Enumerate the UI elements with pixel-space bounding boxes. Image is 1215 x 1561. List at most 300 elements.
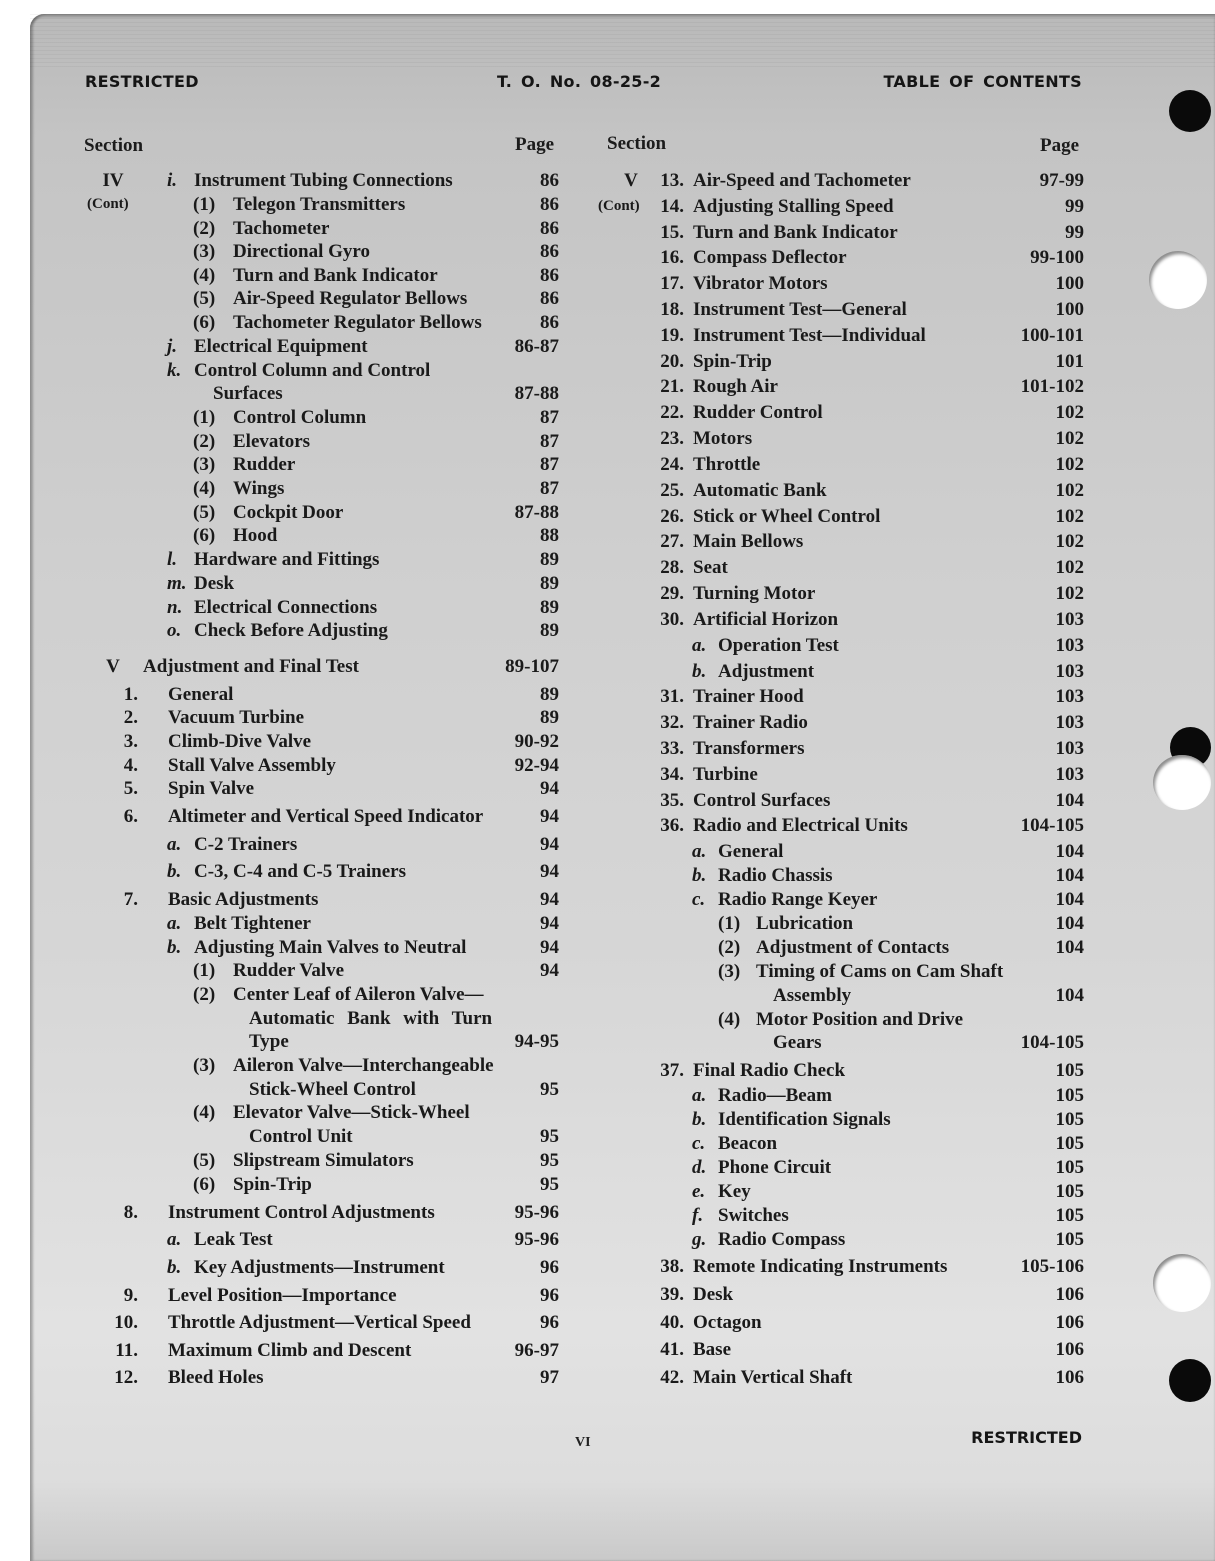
entry-page-number: 92-94 [514,755,559,776]
entry-marker: 39. [660,1284,684,1305]
entry-marker: a. [167,834,182,855]
entry-title: Electrical Connections [194,597,378,618]
entry-title: Rudder Valve [233,960,345,981]
entry-title: Leak Test [194,1229,273,1250]
entry-page-number: 103 [1055,609,1084,630]
entry-page-number: 95-96 [514,1202,559,1223]
entry-title: C-2 Trainers [194,834,298,855]
entry-title: C-3, C-4 and C-5 Trainers [194,861,406,882]
entry-page-number: 102 [1055,557,1084,578]
toc-entry [0,428,1215,452]
toc-entry [0,661,1215,685]
entry-page-number: 100-101 [1020,325,1084,346]
entry-marker: (1) [193,407,216,428]
toc-entry [0,1032,1215,1056]
entry-title: Lubrication [756,913,854,934]
entry-title: Motors [693,428,753,449]
entry-title: Adjustment [718,661,815,682]
entry-marker: (1) [193,960,216,981]
entry-marker: 41. [660,1339,684,1360]
entry-title: Turbine [693,764,758,785]
entry-title: Final Radio Check [693,1060,846,1081]
section-numeral: V [624,170,638,191]
toc-entry [0,222,1215,246]
entry-marker: 18. [660,299,684,320]
toc-entry [0,531,1215,555]
entry-title: Belt Tightener [194,913,311,934]
entry-title: Control Surfaces [693,790,831,811]
entry-title: Stall Valve Assembly [168,755,336,776]
toc-entry [0,985,1215,1009]
entry-title: Phone Circuit [718,1157,832,1178]
toc-entry [0,635,1215,659]
toc-entry [0,1229,1215,1253]
entry-page-number: 97-99 [1039,170,1084,191]
entry-marker: 15. [660,222,684,243]
entry-title: Turn and Bank Indicator [693,222,898,243]
entry-marker: (6) [193,1174,216,1195]
entry-title: Air-Speed and Tachometer [693,170,911,191]
entry-page-number: 89 [540,573,559,594]
entry-title: Automatic Bank with Turn [249,1008,493,1029]
toc-entry [0,961,1215,985]
left-section-label: Section [84,135,144,156]
entry-page-number: 106 [1055,1312,1084,1333]
toc-entry [0,865,1215,889]
entry-page-number: 105 [1055,1133,1084,1154]
entry-marker: 6. [123,806,138,827]
entry-title: Throttle Adjustment—Vertical Speed [168,1312,471,1333]
page-number: VI [575,1435,591,1450]
binder-hole-icon [1169,1359,1211,1402]
entry-page-number: 99-100 [1030,247,1084,268]
entry-title: Control Column [233,407,367,428]
entry-title: Turn and Bank Indicator [233,265,438,286]
entry-title: Air-Speed Regulator Bellows [233,288,468,309]
entry-title: Artificial Horizon [693,609,839,630]
entry-marker: c. [692,889,706,910]
toc-entry [0,913,1215,937]
toc-entry [0,1157,1215,1181]
entry-page-number: 94-95 [514,1031,559,1052]
entry-title: Spin-Trip [693,351,772,372]
entry-page-number: 96-97 [514,1340,559,1361]
header-classification: RESTRICTED [85,72,199,91]
entry-marker: 25. [660,480,684,501]
entry-marker: 20. [660,351,684,372]
entry-page-number: 86 [540,312,559,333]
entry-marker: b. [692,865,707,886]
entry-title: Type [249,1031,289,1052]
entry-page-number: 104 [1055,841,1084,862]
entry-title: Operation Test [718,635,839,656]
entry-page-number: 95 [540,1079,559,1100]
entry-title: Assembly [773,985,852,1006]
toc-entry [0,196,1215,220]
entry-marker: 33. [660,738,684,759]
toc-entry [0,1312,1215,1336]
entry-title: Trainer Radio [693,712,808,733]
entry-page-number: 104-105 [1020,815,1084,836]
entry-title: Automatic Bank [693,480,827,501]
binder-hole-icon [1169,90,1211,132]
entry-title: Directional Gyro [233,241,371,262]
entry-title: Instrument Control Adjustments [168,1202,435,1223]
entry-title: Control Column and Control [194,360,431,381]
entry-title: Compass Deflector [693,247,847,268]
entry-page-number: 102 [1055,583,1084,604]
entry-page-number: 89 [540,597,559,618]
entry-marker: (3) [718,961,741,982]
entry-marker: 31. [660,686,684,707]
entry-marker: k. [167,360,182,381]
entry-marker: 37. [660,1060,684,1081]
entry-title: Instrument Test—General [693,299,907,320]
entry-page-number: 89 [540,549,559,570]
entry-marker: (4) [193,265,216,286]
toc-entry [0,841,1215,865]
entry-marker: b. [692,661,707,682]
entry-marker: (4) [193,478,216,499]
entry-page-number: 105 [1055,1085,1084,1106]
entry-title: Gears [773,1032,822,1053]
entry-marker: b. [167,861,182,882]
entry-marker: 16. [660,247,684,268]
binder-hole-icon [1153,755,1211,810]
entry-page-number: 102 [1055,454,1084,475]
toc-entry [0,712,1215,736]
entry-marker: 21. [660,376,684,397]
entry-marker: (2) [718,937,741,958]
toc-entry [0,273,1215,297]
entry-marker: (3) [193,454,216,475]
entry-marker: 38. [660,1256,684,1277]
entry-page-number: 105 [1055,1157,1084,1178]
entry-page-number: 95 [540,1126,559,1147]
entry-page-number: 86 [540,218,559,239]
entry-title: Basic Adjustments [168,889,319,910]
entry-marker: a. [167,913,182,934]
entry-page-number: 86-87 [514,336,559,357]
entry-marker: a. [692,841,707,862]
toc-entry [0,506,1215,530]
entry-title: Adjusting Stalling Speed [693,196,894,217]
entry-page-number: 99 [1065,222,1084,243]
entry-marker: (2) [193,984,216,1005]
toc-entry [0,351,1215,375]
entry-page-number: 89 [540,707,559,728]
entry-page-number: 100 [1055,273,1084,294]
entry-page-number: 104 [1055,889,1084,910]
entry-marker: 7. [123,889,138,910]
entry-marker: (4) [718,1009,741,1030]
entry-marker: 40. [660,1312,684,1333]
entry-marker: 29. [660,583,684,604]
entry-page-number: 89-107 [505,656,559,677]
toc-entry [0,1085,1215,1109]
toc-entry [0,247,1215,271]
entry-page-number: 89 [540,684,559,705]
entry-title: Vacuum Turbine [168,707,305,728]
toc-entry [0,609,1215,633]
entry-marker: 26. [660,506,684,527]
entry-title: Adjustment of Contacts [756,937,950,958]
header-tech-order-number: T. O. No. 08-25-2 [497,72,662,91]
entry-marker: (1) [718,913,741,934]
section-numeral: V [106,656,120,677]
entry-title: Instrument Tubing Connections [194,170,453,191]
entry-title: Altimeter and Vertical Speed Indicator [168,806,484,827]
toc-entry [0,937,1215,961]
entry-marker: 34. [660,764,684,785]
entry-page-number: 94 [540,834,559,855]
toc-entry [0,583,1215,607]
toc-entry [0,480,1215,504]
entry-marker: (6) [193,525,216,546]
entry-marker: 8. [123,1202,138,1223]
entry-page-number: 87 [540,454,559,475]
toc-entry [0,764,1215,788]
toc-entry [0,1181,1215,1205]
entry-page-number: 87-88 [514,383,559,404]
entry-marker: (6) [193,312,216,333]
entry-page-number: 105 [1055,1060,1084,1081]
binder-hole-icon [1149,251,1207,309]
entry-title: Radio Chassis [718,865,833,886]
entry-marker: 24. [660,454,684,475]
entry-marker: 2. [123,707,138,728]
entry-marker: g. [692,1229,707,1250]
entry-marker: b. [167,1257,182,1278]
entry-page-number: 89 [540,620,559,641]
entry-marker: 14. [660,196,684,217]
toc-entry [0,1060,1215,1084]
entry-page-number: 90-92 [514,731,559,752]
entry-page-number: 94 [540,913,559,934]
entry-page-number: 106 [1055,1367,1084,1388]
entry-title: Stick or Wheel Control [693,506,881,527]
entry-title: Adjustment and Final Test [143,656,359,677]
entry-page-number: 104 [1055,937,1084,958]
section-continued-label: (Cont) [87,196,129,212]
entry-title: Radio Compass [718,1229,846,1250]
entry-page-number: 95 [540,1150,559,1171]
entry-page-number: 96 [540,1257,559,1278]
entry-title: Slipstream Simulators [233,1150,414,1171]
entry-marker: (3) [193,241,216,262]
section-continued-label: (Cont) [598,198,640,214]
entry-title: Control Unit [249,1126,353,1147]
entry-title: Rough Air [693,376,778,397]
entry-title: Check Before Adjusting [194,620,388,641]
entry-marker: 19. [660,325,684,346]
toc-entry [0,790,1215,814]
entry-page-number: 106 [1055,1284,1084,1305]
entry-page-number: 105 [1055,1181,1084,1202]
toc-entry [0,170,1215,194]
entry-page-number: 86 [540,170,559,191]
entry-page-number: 103 [1055,712,1084,733]
entry-marker: a. [692,1085,707,1106]
entry-marker: 17. [660,273,684,294]
entry-title: Radio Range Keyer [718,889,878,910]
entry-title: Hardware and Fittings [194,549,380,570]
entry-marker: 28. [660,557,684,578]
entry-title: Center Leaf of Aileron Valve— [233,984,484,1005]
toc-entry [0,1367,1215,1391]
toc-entry [0,1133,1215,1157]
entry-page-number: 94 [540,861,559,882]
entry-title: Cockpit Door [233,502,344,523]
toc-entry [0,1284,1215,1308]
entry-title: Climb-Dive Valve [168,731,312,752]
entry-title: Key [718,1181,751,1202]
entry-title: Surfaces [213,383,283,404]
entry-page-number: 95 [540,1174,559,1195]
entry-marker: 30. [660,609,684,630]
entry-marker: a. [692,635,707,656]
entry-title: Switches [718,1205,789,1226]
entry-marker: l. [167,549,178,570]
footer-classification: RESTRICTED [971,1428,1082,1447]
entry-page-number: 105 [1055,1229,1084,1250]
entry-title: Remote Indicating Instruments [693,1256,948,1277]
entry-page-number: 105 [1055,1205,1084,1226]
entry-marker: (2) [193,431,216,452]
entry-title: Spin Valve [168,778,255,799]
entry-title: Radio and Electrical Units [693,815,908,836]
entry-page-number: 96 [540,1312,559,1333]
entry-page-number: 105-106 [1020,1256,1084,1277]
entry-page-number: 102 [1055,402,1084,423]
entry-page-number: 102 [1055,506,1084,527]
entry-title: Main Bellows [693,531,804,552]
entry-marker: 36. [660,815,684,836]
entry-marker: 22. [660,402,684,423]
entry-page-number: 94 [540,960,559,981]
entry-title: Tachometer [233,218,330,239]
header-title: TABLE OF CONTENTS [883,72,1082,91]
entry-title: Octagon [693,1312,762,1333]
entry-page-number: 104 [1055,913,1084,934]
entry-marker: 11. [115,1340,138,1361]
entry-title: Key Adjustments—Instrument [194,1257,445,1278]
entry-page-number: 103 [1055,764,1084,785]
entry-marker: m. [167,573,187,594]
section-numeral: IV [102,170,124,191]
entry-page-number: 87 [540,478,559,499]
toc-entry [0,1256,1215,1280]
entry-page-number: 103 [1055,686,1084,707]
entry-page-number: 106 [1055,1339,1084,1360]
entry-title: Electrical Equipment [194,336,368,357]
entry-page-number: 86 [540,265,559,286]
entry-title: Transformers [693,738,805,759]
entry-page-number: 100 [1055,299,1084,320]
entry-page-number: 86 [540,194,559,215]
entry-title: Stick-Wheel Control [249,1079,416,1100]
toc-entry [0,738,1215,762]
entry-title: Turning Motor [693,583,816,604]
entry-page-number: 105 [1055,1109,1084,1130]
entry-marker: 1. [123,684,138,705]
entry-page-number: 87-88 [514,502,559,523]
entry-title: Vibrator Motors [693,273,828,294]
entry-title: Desk [194,573,235,594]
entry-title: Instrument Test—Individual [693,325,926,346]
entry-page-number: 103 [1055,635,1084,656]
toc-entry [0,376,1215,400]
entry-title: Seat [693,557,728,578]
toc-entry [0,1339,1215,1363]
entry-title: Aileron Valve—Interchangeable [233,1055,494,1076]
entry-title: Telegon Transmitters [233,194,406,215]
entry-title: Level Position—Importance [168,1285,397,1306]
entry-page-number: 88 [540,525,559,546]
entry-page-number: 102 [1055,480,1084,501]
entry-title: Rudder Control [693,402,823,423]
entry-page-number: 104 [1055,790,1084,811]
entry-marker: 27. [660,531,684,552]
entry-title: Beacon [718,1133,778,1154]
entry-page-number: 101-102 [1020,376,1084,397]
entry-title: Radio—Beam [718,1085,832,1106]
toc-entry [0,889,1215,913]
right-page-label: Page [1040,135,1080,156]
entry-marker: j. [167,336,178,357]
toc-entry [0,1009,1215,1033]
entry-marker: (2) [193,218,216,239]
toc-entry [0,1205,1215,1229]
entry-title: Throttle [693,454,761,475]
toc-entry [0,325,1215,349]
entry-page-number: 104 [1055,865,1084,886]
entry-marker: 32. [660,712,684,733]
entry-page-number: 94 [540,806,559,827]
entry-page-number: 97 [540,1367,559,1388]
entry-page-number: 103 [1055,738,1084,759]
entry-title: Elevators [233,431,311,452]
entry-page-number: 87 [540,431,559,452]
entry-marker: c. [692,1133,706,1154]
binder-hole-icon [1153,1254,1211,1312]
entry-page-number: 86 [540,288,559,309]
entry-marker: (4) [193,1102,216,1123]
entry-marker: 12. [114,1367,138,1388]
entry-marker: (1) [193,194,216,215]
entry-page-number: 102 [1055,428,1084,449]
entry-page-number: 86 [540,241,559,262]
entry-marker: (5) [193,1150,216,1171]
toc-entry [0,299,1215,323]
entry-title: Wings [233,478,285,499]
entry-page-number: 102 [1055,531,1084,552]
entry-page-number: 94 [540,889,559,910]
entry-title: Bleed Holes [168,1367,264,1388]
entry-marker: n. [167,597,183,618]
entry-marker: i. [167,170,178,191]
entry-title: Rudder [233,454,296,475]
entry-page-number: 94 [540,937,559,958]
entry-title: Desk [693,1284,734,1305]
entry-page-number: 99 [1065,196,1084,217]
entry-title: Hood [233,525,278,546]
entry-marker: (5) [193,288,216,309]
entry-page-number: 104 [1055,985,1084,1006]
entry-title: General [718,841,784,862]
toc-entry [0,815,1215,839]
entry-marker: (3) [193,1055,216,1076]
